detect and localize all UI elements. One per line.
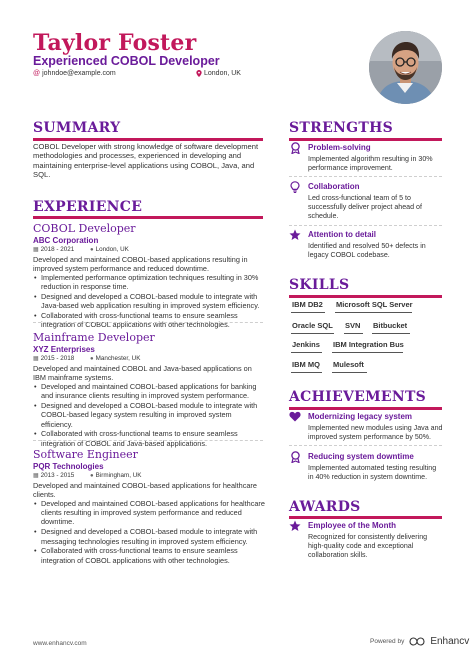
skill-tag: Microsoft SQL Server bbox=[336, 300, 413, 309]
job-bullets bbox=[33, 382, 265, 448]
achievements-rule bbox=[289, 407, 442, 410]
heart-icon bbox=[289, 411, 301, 423]
location-text: Birmingham, UK bbox=[95, 472, 142, 479]
summary-text: COBOL Developer with strong knowledge of software development methodologies and processes, experienced in developing and maintaining enterprise-level applications using COBOL, Java, and SQL. bbox=[33, 142, 259, 180]
dates-text: 2013 - 2015 bbox=[40, 472, 75, 479]
list-item: • Designed and developed a COBOL-based module to integrate with Java-based web application resulting in improved system efficiency. bbox=[33, 292, 265, 310]
footer-website[interactable]: www.enhancv.com bbox=[33, 640, 87, 647]
job-divider bbox=[33, 440, 263, 441]
lightbulb-icon bbox=[289, 181, 301, 193]
ribbon-icon bbox=[289, 142, 301, 154]
summary-heading: SUMMARY bbox=[33, 120, 121, 136]
strength-title: Problem-solving bbox=[308, 143, 371, 152]
strength-desc: Implemented algorithm resulting in 30% performance improvement. bbox=[308, 155, 433, 173]
location-pin-icon: ● bbox=[90, 356, 94, 362]
achievement-title: Reducing system downtime bbox=[308, 452, 414, 461]
list-item: • Collaborated with cross-functional teams to ensure seamless integration of COBOL applications with other technologies. bbox=[33, 546, 265, 564]
company-name: ABC Corporation bbox=[33, 236, 99, 245]
skill-underline bbox=[291, 372, 322, 373]
job-bullets bbox=[33, 499, 265, 565]
star-icon bbox=[289, 229, 301, 241]
strength-desc: Identified and resolved 50+ defects in legacy COBOL codebase. bbox=[308, 242, 426, 260]
skill-underline bbox=[291, 333, 334, 334]
strength-title: Attention to detail bbox=[308, 230, 376, 239]
email-text: johndoe@example.com bbox=[42, 70, 116, 77]
calendar-icon: ▦ bbox=[33, 356, 39, 362]
skill-tag: Mulesoft bbox=[333, 360, 364, 369]
star-icon bbox=[289, 520, 301, 532]
achievement-divider bbox=[289, 445, 442, 446]
list-item: • Implemented performance optimization techniques resulting in 30% reduction in response time. bbox=[33, 273, 265, 291]
skill-tag: IBM DB2 bbox=[292, 300, 323, 309]
list-item: • Collaborated with cross-functional teams to ensure seamless integration of COBOL applications with other technologies. bbox=[33, 311, 265, 329]
awards-heading: AWARDS bbox=[289, 499, 361, 515]
job-dates bbox=[33, 246, 74, 254]
experience-rule bbox=[33, 216, 263, 219]
email-contact[interactable] bbox=[33, 69, 116, 78]
skill-underline bbox=[372, 333, 410, 334]
location-contact bbox=[196, 69, 241, 78]
job-summary: Developed and maintained COBOL and Java-based applications on IBM mainframe systems. bbox=[33, 364, 252, 383]
award-title: Employee of the Month bbox=[308, 521, 396, 530]
location-text: Manchester, UK bbox=[95, 355, 141, 362]
skill-underline bbox=[344, 333, 363, 334]
skill-underline bbox=[291, 312, 325, 313]
award-desc: Recognized for consistently delivering high-quality code and exceptional collaboration skills. bbox=[308, 533, 428, 560]
company-name: XYZ Enterprises bbox=[33, 345, 95, 354]
list-item: • Developed and maintained COBOL-based applications for healthcare clients resulting in improved system performance and reduced downtime. bbox=[33, 499, 265, 527]
skills-rule bbox=[289, 295, 442, 298]
skill-underline bbox=[332, 352, 403, 353]
strength-divider bbox=[289, 225, 442, 226]
summary-rule bbox=[33, 138, 263, 141]
job-summary: Developed and maintained COBOL-based applications for healthcare clients. bbox=[33, 481, 257, 500]
location-pin-icon: ● bbox=[90, 473, 94, 479]
achievement-title: Modernizing legacy system bbox=[308, 412, 413, 421]
dates-text: 2018 - 2021 bbox=[40, 246, 75, 253]
skill-tag: Jenkins bbox=[292, 340, 320, 349]
job-title: Software Engineer bbox=[33, 448, 138, 461]
skill-tag: Bitbucket bbox=[373, 321, 408, 330]
candidate-name: Taylor Foster bbox=[33, 30, 197, 56]
job-title: Mainframe Developer bbox=[33, 331, 155, 344]
skill-tag: IBM Integration Bus bbox=[333, 340, 404, 349]
strengths-heading: STRENGTHS bbox=[289, 120, 394, 136]
list-item: • Designed and developed a COBOL-based module to integrate with COBOL-based legacy system resulting in improved system efficiency. bbox=[33, 401, 265, 429]
candidate-role: Experienced COBOL Developer bbox=[33, 54, 220, 68]
company-name: PQR Technologies bbox=[33, 462, 104, 471]
strength-title: Collaboration bbox=[308, 182, 360, 191]
location-pin-icon bbox=[196, 70, 202, 77]
location-text: London, UK bbox=[204, 70, 241, 77]
list-item: • Designed and developed a COBOL-based module to integrate with messaging technologies resulting in improved system efficiency. bbox=[33, 527, 265, 545]
achievement-desc: Implemented automated testing resulting in 40% reduction in system downtime. bbox=[308, 464, 437, 482]
calendar-icon: ▦ bbox=[33, 473, 39, 479]
job-divider bbox=[33, 322, 263, 323]
job-location bbox=[90, 355, 140, 363]
calendar-icon: ▦ bbox=[33, 247, 39, 253]
list-item: • Collaborated with cross-functional teams to ensure seamless integration of COBOL and Java-based applications. bbox=[33, 429, 265, 447]
awards-rule bbox=[289, 516, 442, 519]
skill-underline bbox=[335, 312, 412, 313]
achievement-desc: Implemented new modules using Java and improved system performance by 50%. bbox=[308, 424, 443, 442]
job-location bbox=[90, 246, 129, 254]
skill-tag: SVN bbox=[345, 321, 361, 330]
strength-divider bbox=[289, 176, 442, 177]
location-text: London, UK bbox=[95, 246, 129, 253]
list-item: • Developed and maintained COBOL-based applications for banking and insurance clients resulting in improved system performance. bbox=[33, 382, 265, 400]
location-pin-icon: ● bbox=[90, 247, 94, 253]
profile-photo bbox=[369, 31, 442, 104]
achievements-heading: ACHIEVEMENTS bbox=[289, 389, 427, 405]
job-title: COBOL Developer bbox=[33, 222, 136, 235]
experience-heading: EXPERIENCE bbox=[33, 199, 143, 215]
skill-tag: Oracle SQL bbox=[292, 321, 333, 330]
job-location bbox=[90, 472, 141, 480]
at-icon: @ bbox=[33, 70, 41, 77]
strengths-rule bbox=[289, 138, 442, 141]
certificate-icon bbox=[289, 451, 301, 463]
skills-heading: SKILLS bbox=[289, 277, 350, 293]
brand-name: Enhancv bbox=[430, 636, 470, 647]
skill-underline bbox=[291, 352, 322, 353]
enhancv-logo-icon bbox=[409, 637, 425, 646]
footer-brand[interactable] bbox=[370, 636, 469, 647]
powered-by-label: Powered by bbox=[370, 638, 405, 645]
job-dates bbox=[33, 355, 74, 363]
job-summary: Developed and maintained COBOL-based applications resulting in improved system performance and reduced downtime. bbox=[33, 255, 248, 274]
job-dates bbox=[33, 472, 74, 480]
skill-tag: IBM MQ bbox=[292, 360, 320, 369]
dates-text: 2015 - 2018 bbox=[40, 355, 75, 362]
strength-desc: Led cross-functional team of 5 to successfully deliver project ahead of schedule. bbox=[308, 194, 422, 221]
skill-underline bbox=[332, 372, 367, 373]
